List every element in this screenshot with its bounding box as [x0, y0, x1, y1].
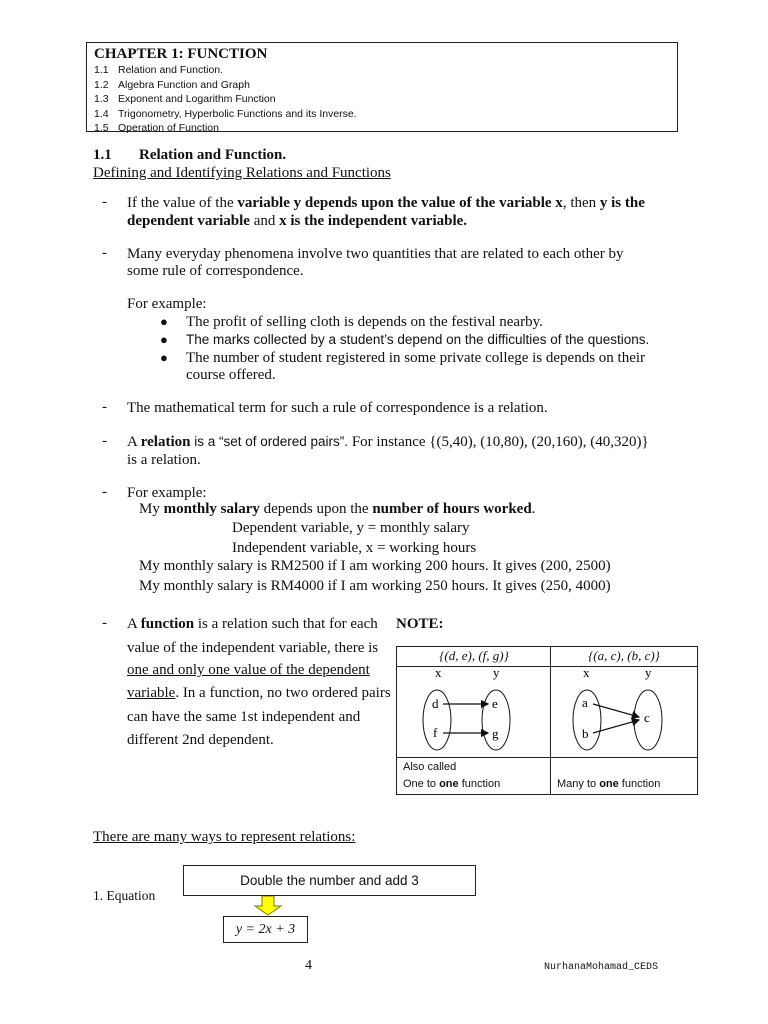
bullet-item: ● The marks collected by a student’s depend on the difficulties of the questions.: [160, 332, 650, 347]
chapter-box: [86, 42, 678, 132]
bullet-item-continued: course offered.: [186, 367, 276, 383]
element-c: c: [644, 710, 650, 725]
also-called: Also called: [403, 761, 457, 773]
salary-sentence: My monthly salary depends upon the number of hours worked.: [139, 501, 536, 517]
bullet-item: ● The number of student registered in some private college is depends on their: [160, 350, 646, 366]
function-def-line3: one and only one value of the dependent: [127, 662, 370, 678]
paragraph-relation-term: The mathematical term for such a rule of correspondence is a relation.: [127, 400, 548, 416]
function-def-line6: different 2nd dependent.: [127, 732, 274, 748]
paragraph-relation-definition: A relation is a “set of ordered pairs”. For instance {(5,40), (10,80), (20,160), (40,320)} is a relation.: [127, 434, 649, 468]
function-def-line4: variable. In a function, no two ordered pairs: [127, 685, 391, 701]
ways-heading: There are many ways to represent relations:: [93, 829, 356, 845]
note-label: NOTE:: [396, 616, 444, 632]
function-def-line5: can have the same 1st independent and: [127, 709, 361, 725]
paragraph-phenomena-line2: some rule of correspondence.: [127, 263, 304, 279]
dash-marker: -: [102, 615, 107, 631]
one-to-one-label: One to one function: [403, 778, 501, 790]
y-label: y: [493, 667, 500, 680]
equation-description-box: Double the number and add 3: [183, 865, 476, 896]
dash-marker: -: [102, 245, 107, 261]
paragraph-variables: If the value of the variable y depends upon the value of the variable x, then y is the dependent variable and x is the independent variable.: [127, 195, 645, 229]
element-e: e: [492, 696, 498, 711]
chapter-title: CHAPTER 1: FUNCTION: [94, 46, 268, 62]
bullet-item: ● The profit of selling cloth is depends on the festival nearby.: [160, 314, 543, 330]
dash-marker: -: [102, 433, 107, 449]
many-to-one-caption: [551, 758, 697, 794]
one-to-one-diagram: [397, 667, 551, 758]
toc-item: 1.1 Relation and Function.: [94, 64, 224, 76]
element-g: g: [492, 726, 499, 741]
element-f: f: [433, 725, 438, 740]
section-title: Relation and Function.: [139, 147, 287, 163]
element-a: a: [582, 695, 588, 710]
x-label: x: [583, 667, 590, 680]
y-label: y: [645, 667, 652, 680]
for-example-label: For example:: [127, 296, 207, 312]
author-footer: NurhanaMohamad_CEDS: [544, 962, 659, 973]
right-set-cell: [551, 647, 697, 667]
for-example-label: For example:: [127, 485, 207, 501]
toc-item: 1.5 Operation of Function: [94, 122, 219, 134]
element-b: b: [582, 726, 589, 741]
page-number: 4: [305, 958, 312, 973]
toc-item: 1.2 Algebra Function and Graph: [94, 78, 250, 91]
many-to-one-diagram-cell: [551, 667, 697, 758]
function-def-line2: value of the independent variable, there is: [127, 640, 379, 656]
dash-marker: -: [102, 194, 107, 210]
left-set-cell: [397, 647, 551, 667]
down-arrow-icon: [253, 896, 283, 916]
many-to-one-diagram: [551, 667, 697, 758]
one-to-one-caption: [397, 758, 551, 794]
equation-box: y = 2x + 3: [223, 916, 308, 943]
toc-item: 1.4 Trigonometry, Hyperbolic Functions and its Inverse.: [94, 107, 357, 120]
dash-marker: -: [102, 484, 107, 500]
section-subtitle: Defining and Identifying Relations and Functions: [93, 165, 391, 181]
element-d: d: [432, 696, 439, 711]
equation-label: 1. Equation: [93, 888, 156, 903]
many-to-one-label: Many to one function: [557, 778, 661, 790]
x-label: x: [435, 667, 442, 680]
salary-example-1: My monthly salary is RM2500 if I am working 200 hours. It gives (200, 2500): [139, 558, 611, 574]
left-set: {(d, e), (f, g)}: [439, 648, 509, 663]
right-set: {(a, c), (b, c)}: [588, 648, 660, 663]
salary-example-2: My monthly salary is RM4000 if I am working 250 hours. It gives (250, 4000): [139, 578, 611, 594]
note-table: [396, 646, 698, 795]
paragraph-phenomena-line1: Many everyday phenomena involve two quantities that are related to each other by: [127, 246, 624, 262]
section-number: 1.1: [93, 147, 112, 163]
function-def-line1: A function is a relation such that for each: [127, 616, 378, 632]
dependent-variable-line: Dependent variable, y = monthly salary: [232, 520, 470, 536]
toc-item: 1.3 Exponent and Logarithm Function: [94, 93, 276, 105]
arrow-b-c: [593, 720, 639, 733]
dash-marker: -: [102, 399, 107, 415]
independent-variable-line: Independent variable, x = working hours: [232, 540, 477, 556]
one-to-one-diagram-cell: [397, 667, 551, 758]
